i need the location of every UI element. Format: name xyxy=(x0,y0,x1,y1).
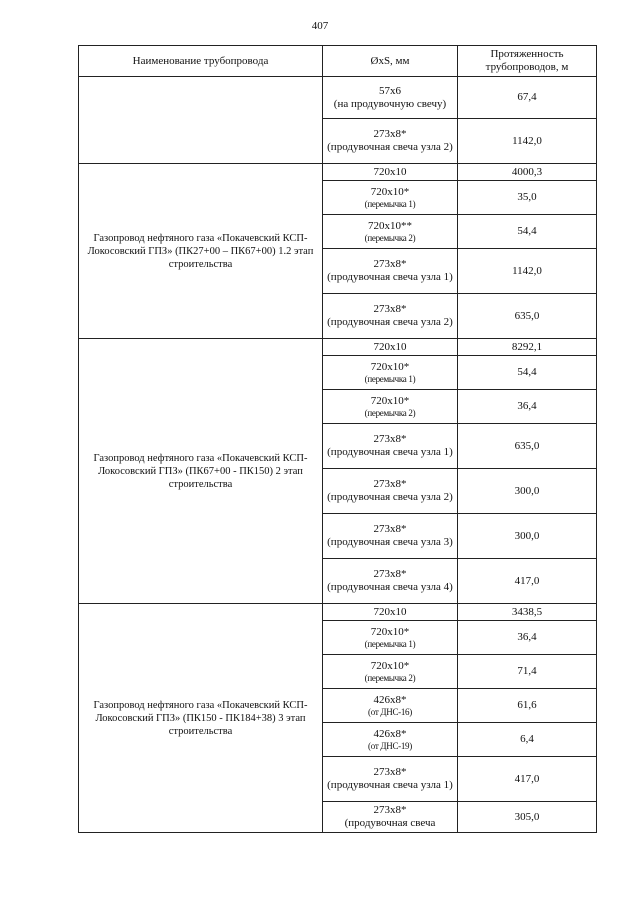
diameter-value: 273х8* xyxy=(373,804,407,816)
pipeline-table xyxy=(78,45,597,833)
diameter-cell xyxy=(323,424,458,469)
diameter-cell xyxy=(323,119,458,164)
table-row xyxy=(79,164,597,181)
diameter-cell xyxy=(323,390,458,424)
pipeline-name-cell: Газопровод нефтяного газа «Покачевский КСП-Локосовский ГПЗ» (ПК67+00 - ПК150) 2 этап строительства xyxy=(79,339,323,604)
pipeline-name-cell: Газопровод нефтяного газа «Покачевский КСП-Локосовский ГПЗ» (ПК150 - ПК184+38) 3 этап строительства xyxy=(79,604,323,833)
diameter-value: 273х8* xyxy=(373,523,407,535)
diameter-cell xyxy=(323,621,458,655)
table-row xyxy=(79,77,597,119)
diameter-cell xyxy=(323,604,458,621)
pipeline-name-cell xyxy=(79,77,323,164)
diameter-note: (перемычка 1) xyxy=(364,199,416,209)
diameter-value: 720х10 xyxy=(373,340,407,353)
diameter-note: (перемычка 2) xyxy=(364,673,416,683)
length-cell: 67,4 xyxy=(458,77,597,119)
pipeline-name-cell: Газопровод нефтяного газа «Покачевский КСП-Локосовский ГПЗ» (ПК27+00 – ПК67+00) 1.2 этап строительства xyxy=(79,164,323,339)
length-cell: 71,4 xyxy=(458,655,597,689)
diameter-value: 273х8* xyxy=(373,303,407,315)
length-cell: 417,0 xyxy=(458,757,597,802)
diameter-value: 720х10** xyxy=(368,220,412,232)
length-cell: 35,0 xyxy=(458,181,597,215)
diameter-cell xyxy=(323,723,458,757)
diameter-value: 720х10 xyxy=(373,165,407,178)
diameter-value: 720х10* xyxy=(370,186,410,198)
diameter-value: 57х6 xyxy=(379,84,401,97)
length-cell: 1142,0 xyxy=(458,119,597,164)
diameter-note: (продувочная свеча узла 1) xyxy=(327,446,453,458)
length-cell: 635,0 xyxy=(458,294,597,339)
diameter-value: 273х8* xyxy=(373,478,407,490)
table-row xyxy=(79,604,597,621)
diameter-cell xyxy=(323,249,458,294)
length-cell: 8292,1 xyxy=(458,339,597,356)
length-cell: 54,4 xyxy=(458,356,597,390)
diameter-note: (перемычка 1) xyxy=(364,374,416,384)
diameter-cell xyxy=(323,514,458,559)
diameter-note: (продувочная свеча узла 4) xyxy=(327,581,453,593)
diameter-note: (продувочная свеча узла 2) xyxy=(327,141,453,153)
diameter-note: (перемычка 1) xyxy=(364,639,416,649)
length-cell: 4000,3 xyxy=(458,164,597,181)
diameter-value: 426х8* xyxy=(373,728,407,740)
diameter-value: 426х8* xyxy=(373,694,407,706)
length-cell: 36,4 xyxy=(458,621,597,655)
length-cell: 1142,0 xyxy=(458,249,597,294)
diameter-value: 273х8* xyxy=(373,258,407,270)
diameter-value: 273х8* xyxy=(373,766,407,778)
length-cell: 6,4 xyxy=(458,723,597,757)
diameter-value: 720х10* xyxy=(370,660,410,672)
diameter-note: (от ДНС-16) xyxy=(368,707,412,717)
diameter-cell xyxy=(323,339,458,356)
diameter-cell xyxy=(323,559,458,604)
length-cell: 3438,5 xyxy=(458,604,597,621)
diameter-cell xyxy=(323,215,458,249)
diameter-cell xyxy=(323,757,458,802)
diameter-cell xyxy=(323,77,458,119)
diameter-note: (продувочная свеча xyxy=(344,817,436,829)
diameter-note: (продувочная свеча узла 2) xyxy=(327,316,453,328)
table-body xyxy=(79,77,597,833)
length-cell: 635,0 xyxy=(458,424,597,469)
diameter-cell xyxy=(323,802,458,833)
length-cell: 417,0 xyxy=(458,559,597,604)
diameter-cell xyxy=(323,655,458,689)
length-cell: 61,6 xyxy=(458,689,597,723)
diameter-note: (перемычка 2) xyxy=(364,233,416,243)
diameter-cell xyxy=(323,689,458,723)
diameter-value: 720х10* xyxy=(370,626,410,638)
header-name: Наименование трубопровода xyxy=(79,46,323,77)
diameter-note: (продувочная свеча узла 2) xyxy=(327,491,453,503)
length-cell: 300,0 xyxy=(458,469,597,514)
diameter-value: 720х10 xyxy=(373,605,407,618)
diameter-cell xyxy=(323,164,458,181)
diameter-note: (продувочная свеча узла 1) xyxy=(327,779,453,791)
diameter-value: 720х10* xyxy=(370,395,410,407)
diameter-note: (продувочная свеча узла 3) xyxy=(327,536,453,548)
length-cell: 54,4 xyxy=(458,215,597,249)
diameter-value: 273х8* xyxy=(373,568,407,580)
diameter-cell xyxy=(323,356,458,390)
length-cell: 305,0 xyxy=(458,802,597,833)
diameter-cell xyxy=(323,181,458,215)
length-cell: 36,4 xyxy=(458,390,597,424)
diameter-note: (перемычка 2) xyxy=(364,408,416,418)
table-header-row xyxy=(79,46,597,77)
table-row xyxy=(79,339,597,356)
diameter-value: 273х8* xyxy=(373,433,407,445)
diameter-note: (продувочная свеча узла 1) xyxy=(327,271,453,283)
diameter-value: 273х8* xyxy=(373,128,407,140)
diameter-note: (от ДНС-19) xyxy=(368,741,412,751)
diameter-value: 720х10* xyxy=(370,361,410,373)
diameter-cell xyxy=(323,469,458,514)
header-length: Протяженность трубопроводов, м xyxy=(458,46,597,77)
header-diameter: ØxS, мм xyxy=(323,46,458,77)
length-cell: 300,0 xyxy=(458,514,597,559)
diameter-note: (на продувочную свечу) xyxy=(333,97,447,110)
diameter-cell xyxy=(323,294,458,339)
page-number: 407 xyxy=(311,20,329,32)
